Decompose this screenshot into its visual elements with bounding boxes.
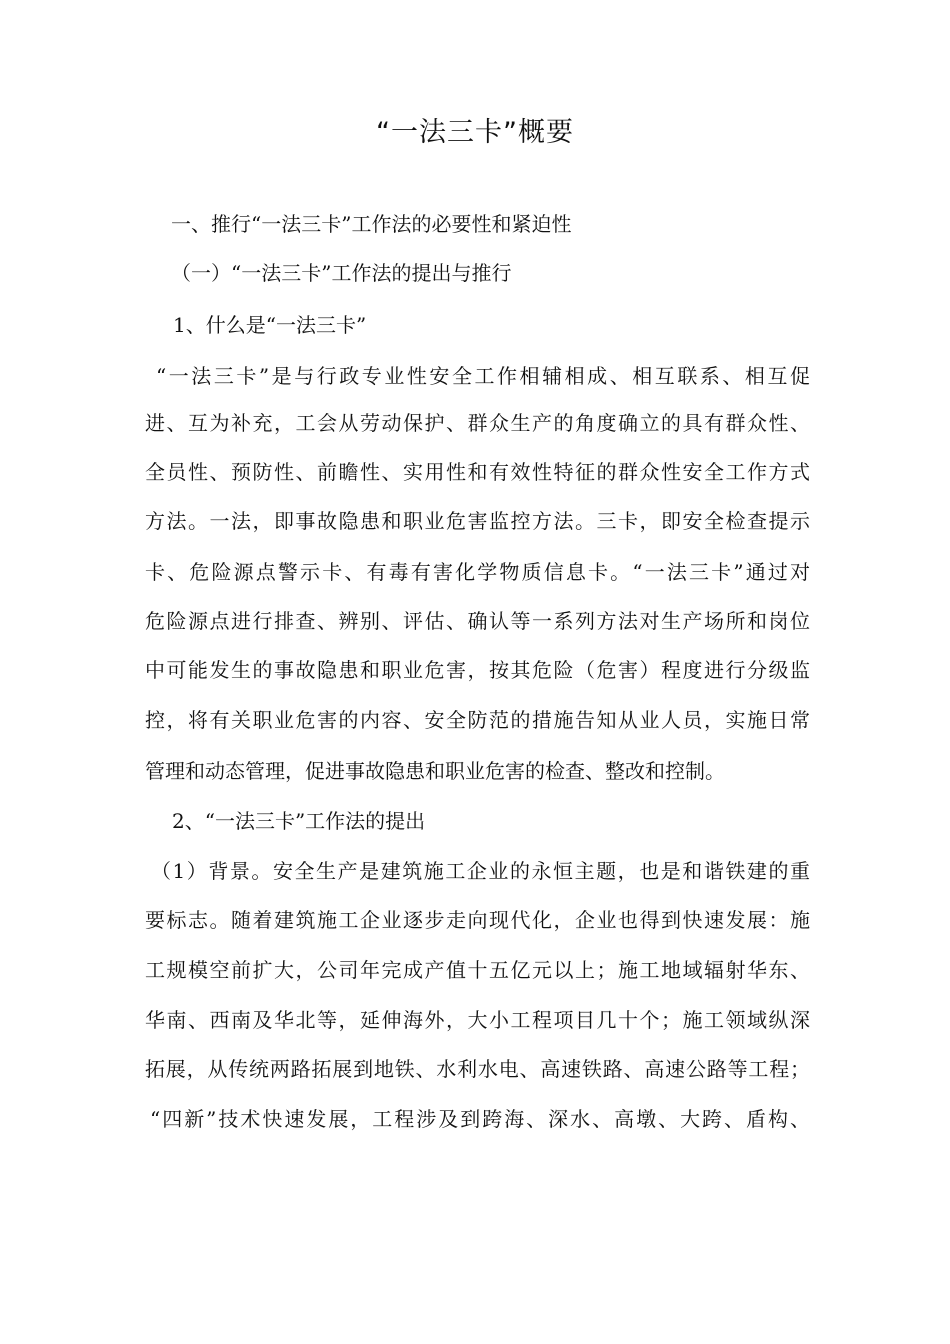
paragraph-line: 工规模空前扩大，公司年完成产值十五亿元以上；施工地域辐射华东、: [145, 958, 810, 982]
document-title: “一法三卡”概要: [376, 117, 574, 148]
paragraph-line: 拓展，从传统两路拓展到地铁、水利水电、高速铁路、高速公路等工程；: [145, 1057, 810, 1081]
paragraph-line: 控，将有关职业危害的内容、安全防范的措施告知从业人员，实施日常: [145, 708, 810, 732]
paragraph-line: 要标志。随着建筑施工企业逐步走向现代化，企业也得到快速发展：施: [145, 908, 810, 932]
paragraph-line: 方法。一法，即事故隐患和职业危害监控方法。三卡，即安全检查提示: [145, 509, 810, 533]
paragraph-line: 进、互为补充，工会从劳动保护、群众生产的角度确立的具有群众性、: [145, 411, 810, 435]
paragraph-line: （1）背景。安全生产是建筑施工企业的永恒主题，也是和谐铁建的重: [151, 859, 810, 883]
paragraph-line: “四新”技术快速发展，工程涉及到跨海、深水、高墩、大跨、盾构、: [150, 1107, 810, 1131]
paragraph-line: 全员性、预防性、前瞻性、实用性和有效性特征的群众性安全工作方式: [145, 460, 810, 484]
subsection-heading: （一）“一法三卡”工作法的提出与推行: [171, 261, 512, 285]
paragraph-line: 华南、西南及华北等，延伸海外，大小工程项目几十个；施工领域纵深: [145, 1008, 810, 1032]
paragraph-line: 管理和动态管理，促进事故隐患和职业危害的检查、整改和控制。: [145, 759, 725, 783]
item-heading: 1、什么是“一法三卡”: [173, 313, 367, 337]
section-heading: 一、推行“一法三卡”工作法的必要性和紧迫性: [171, 212, 572, 236]
paragraph-line: “一法三卡”是与行政专业性安全工作相辅相成、相互联系、相互促: [156, 364, 810, 388]
paragraph-line: 危险源点进行排查、辨别、评估、确认等一系列方法对生产场所和岗位: [145, 609, 810, 633]
item-heading: 2、“一法三卡”工作法的提出: [172, 809, 426, 833]
paragraph-line: 卡、危险源点警示卡、有毒有害化学物质信息卡。“一法三卡”通过对: [145, 560, 810, 584]
paragraph-line: 中可能发生的事故隐患和职业危害，按其危险（危害）程度进行分级监: [145, 658, 810, 682]
